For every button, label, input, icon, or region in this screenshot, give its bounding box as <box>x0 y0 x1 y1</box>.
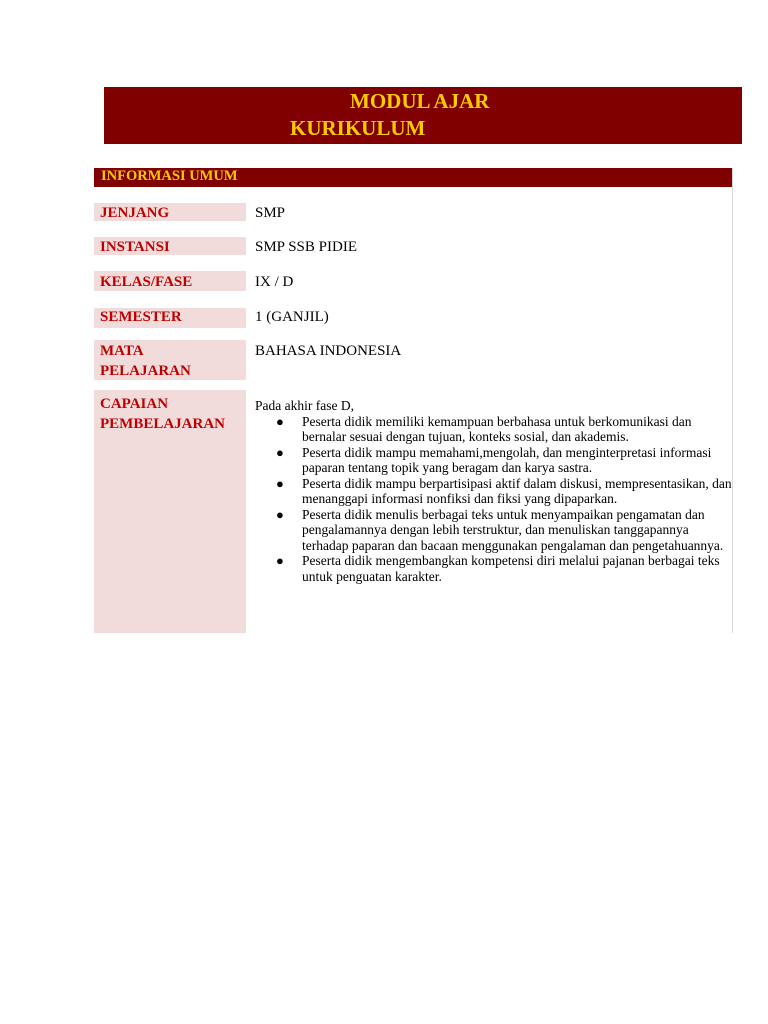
bullet-icon: ● <box>276 444 284 460</box>
section-title: INFORMASI UMUM <box>101 168 238 184</box>
title-banner <box>104 87 742 144</box>
bullet-icon: ● <box>276 506 284 522</box>
capaian-content <box>255 398 733 584</box>
row-value: SMP SSB PIDIE <box>255 239 357 255</box>
list-item-text: Peserta didik mampu memahami,mengolah, dan menginterpretasi informasi paparan tentang topik yang beragam dan karya sastra. <box>302 444 712 475</box>
row-value: SMP <box>255 205 286 221</box>
list-item <box>255 414 733 445</box>
row-label: INSTANSI <box>100 239 170 255</box>
capaian-intro: Pada akhir fase D, <box>255 398 354 413</box>
bullet-icon: ● <box>276 553 284 568</box>
row-label: KELAS/FASE <box>100 274 193 290</box>
row-value: BAHASA INDONESIA <box>255 343 402 359</box>
list-item <box>255 507 733 554</box>
banner-title-line2: KURIKULUM <box>290 116 426 140</box>
list-item-text: Peserta didik mampu berpartisipasi aktif dalam diskusi, mempresentasikan, dan menanggapi informasi nonfiksi dan fiksi yang dipaparkan. <box>302 475 732 506</box>
list-item-text: Peserta didik memiliki kemampuan berbahasa untuk berkomunikasi dan bernalar sesuai dengan tujuan, konteks sosial, dan akademis. <box>302 413 692 444</box>
row-label: JENJANG <box>100 205 170 221</box>
row-label: MATA PELAJARAN <box>100 343 191 379</box>
list-item-text: Peserta didik menulis berbagai teks untuk menyampaikan pengamatan dan pengalamannya dengan lebih terstruktur, dan menuliskan tanggapannya terhadap paparan dan bacaan menggunakan pengalaman dan pengetahuannya. <box>302 506 724 553</box>
section-header-bar <box>94 168 732 187</box>
list-item <box>255 553 733 584</box>
banner-title-line1: MODUL AJAR <box>350 89 490 113</box>
list-item <box>255 476 733 507</box>
list-item <box>255 445 733 476</box>
row-label: SEMESTER <box>100 309 182 325</box>
capaian-label: CAPAIAN PEMBELAJARAN <box>100 396 226 432</box>
bullet-icon: ● <box>276 413 284 429</box>
capaian-list <box>255 414 733 585</box>
row-value: IX / D <box>255 274 294 290</box>
list-item-text: Peserta didik mengembangkan kompetensi diri melalui pajanan berbagai teks untuk penguatan karakter. <box>302 553 720 584</box>
row-value: 1 (GANJIL) <box>255 309 329 325</box>
bullet-icon: ● <box>276 475 284 491</box>
